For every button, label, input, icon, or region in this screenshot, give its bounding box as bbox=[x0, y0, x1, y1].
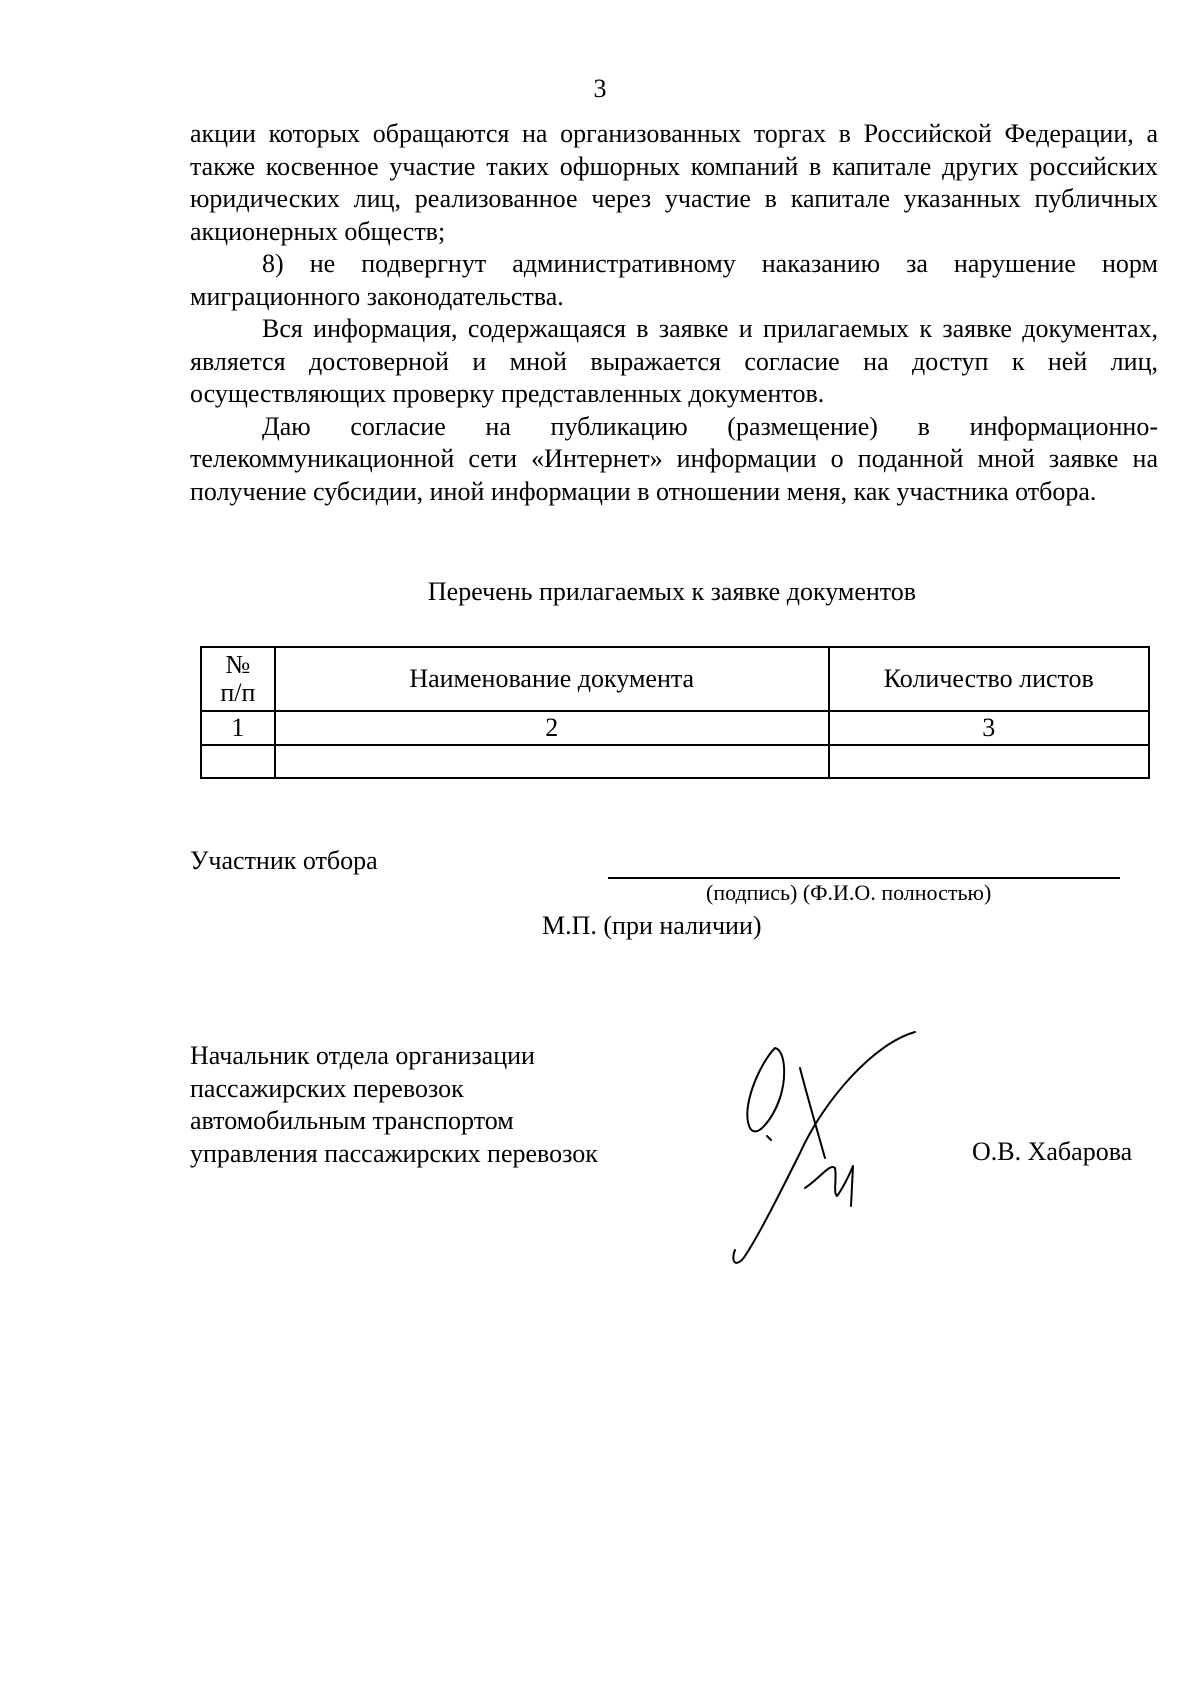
table-cell: 3 bbox=[829, 711, 1149, 745]
header-sheet-count: Количество листов bbox=[829, 647, 1149, 711]
signer-position-line: автомобильным транспортом bbox=[190, 1106, 514, 1135]
table-column-numbers-row bbox=[201, 711, 1149, 745]
body-text bbox=[190, 118, 1158, 508]
handwritten-signature bbox=[725, 1028, 965, 1273]
paragraph-item-8: 8) не подвергнут административному наказанию за нарушение норм миграционного законодательства. bbox=[190, 249, 1158, 311]
header-document-name: Наименование документа bbox=[275, 647, 829, 711]
table-cell bbox=[275, 745, 829, 778]
page-number: 3 bbox=[593, 74, 607, 103]
table-title: Перечень прилагаемых к заявке документов bbox=[427, 577, 917, 606]
paragraph-info-accuracy: Вся информация, содержащаяся в заявке и прилагаемых к заявке документах, является достоверной и мной выражается согласие на доступ к ней лиц, осуществляющих проверку представленных документов. bbox=[190, 314, 1158, 408]
table-cell: 1 bbox=[201, 711, 275, 745]
documents-table bbox=[200, 646, 1150, 779]
signer-position-line: Начальник отдела организации bbox=[190, 1041, 535, 1070]
header-number: № п/п bbox=[201, 647, 275, 711]
table-cell bbox=[201, 745, 275, 778]
table-cell bbox=[829, 745, 1149, 778]
table-header-row bbox=[201, 647, 1149, 711]
participant-label: Участник отбора bbox=[190, 846, 378, 875]
table-row bbox=[201, 745, 1149, 778]
table-cell: 2 bbox=[275, 711, 829, 745]
signer-position-line: пассажирских перевозок bbox=[190, 1073, 464, 1103]
paragraph-continuation: акции которых обращаются на организованных торгах в Российской Федерации, а также косвенное участие таких офшорных компаний в капитале других российских юридических лиц, реализованное через участие в капитале указанных публичных акционерных обществ; bbox=[190, 119, 1158, 246]
signature-line bbox=[608, 877, 1120, 879]
signer-name: О.В. Хабарова bbox=[972, 1137, 1133, 1166]
signer-position bbox=[190, 1040, 598, 1170]
signer-position-line: управления пассажирских перевозок bbox=[190, 1138, 598, 1168]
signature-caption: (подпись) (Ф.И.О. полностью) bbox=[706, 880, 992, 905]
paragraph-publication-consent: Даю согласие на публикацию (размещение) в информационно-телекоммуникационной сети «Интернет» информации о поданной мной заявке на получение субсидии, иной информации в отношении меня, как участника отбора. bbox=[190, 411, 1158, 506]
stamp-label: М.П. (при наличии) bbox=[542, 911, 762, 940]
